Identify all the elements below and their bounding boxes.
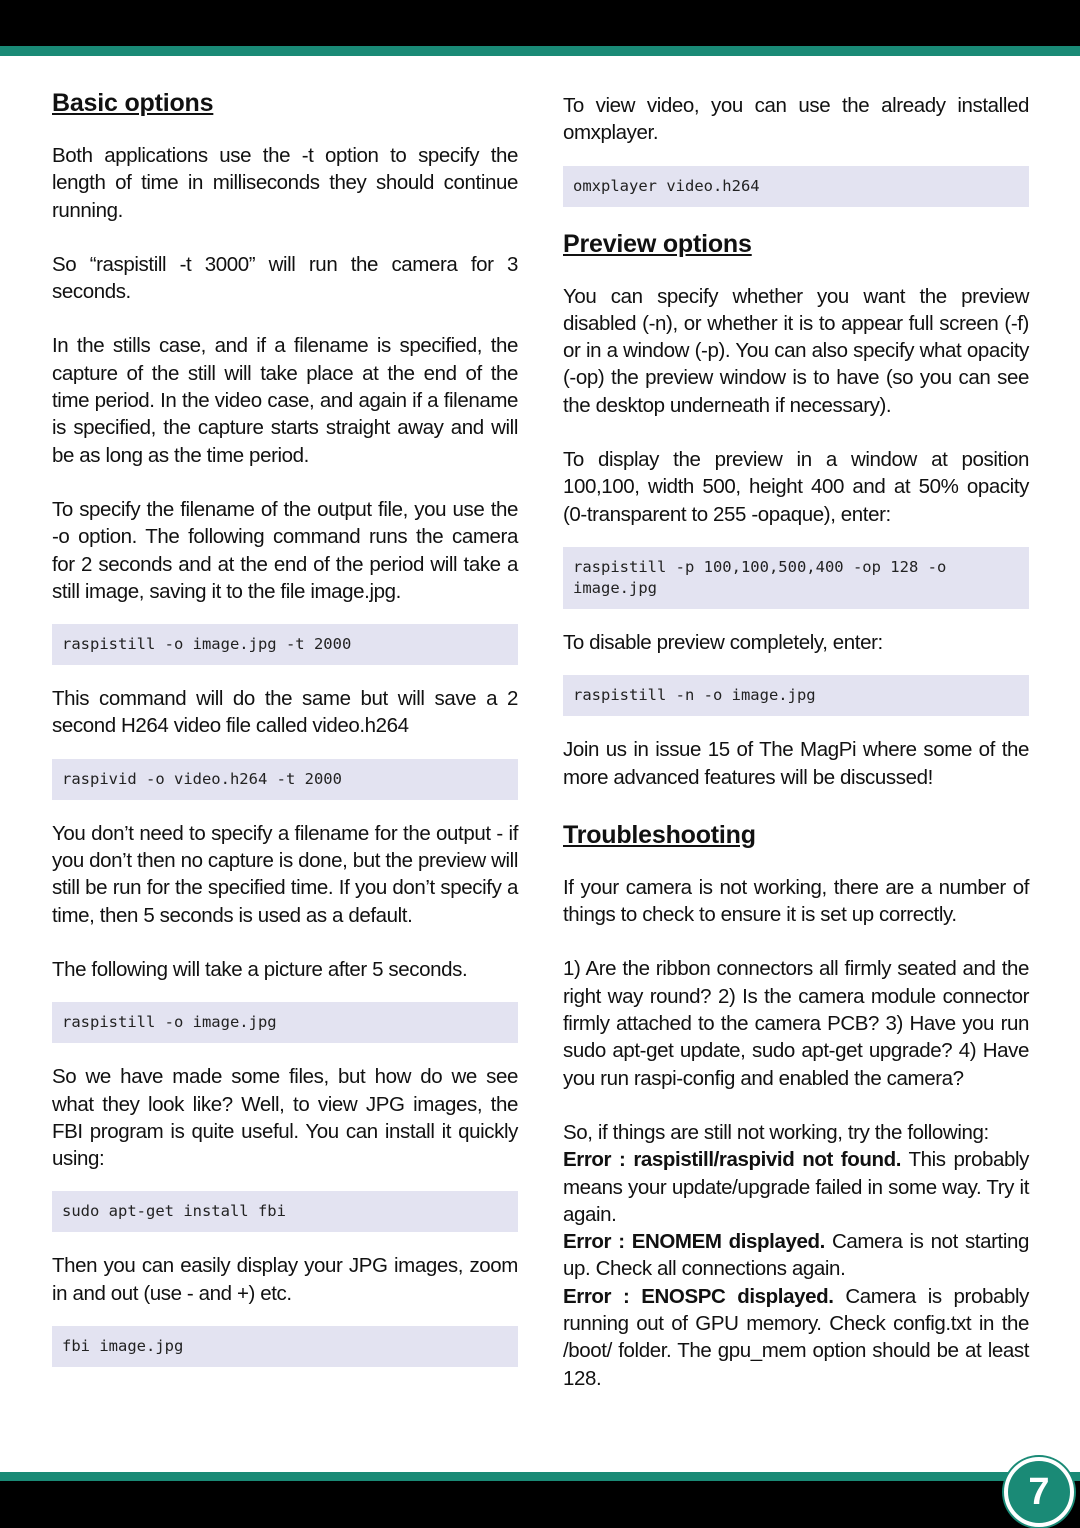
paragraph: In the stills case, and if a filename is specified, the capture of the still will take place at the end of the time period. In the video case, and again if a filename is specified, the capture starts straight away and will be as long as the time period. [52, 334, 518, 467]
code-block: omxplayer video.h264 [563, 166, 1029, 207]
top-accent-stripe [0, 46, 1080, 56]
error-label: Error : raspistill/raspivid not found. [563, 1148, 902, 1172]
error-item [563, 1228, 1029, 1283]
code-block: raspistill -o image.jpg [52, 1002, 518, 1043]
page-number-badge: 7 [1004, 1457, 1074, 1527]
error-item [563, 1283, 1029, 1392]
bottom-bar [0, 1481, 1080, 1528]
paragraph: You can specify whether you want the preview disabled (-n), or whether it is to appear full screen (-f) or in a window (-p). You can also specify what opacity (-op) the preview window is to have (so you can see the desktop underneath if necessary). [563, 284, 1029, 417]
paragraph: To disable preview completely, enter: [563, 630, 883, 654]
code-block: sudo apt-get install fbi [52, 1191, 518, 1232]
top-bar [0, 0, 1080, 46]
error-list [563, 1119, 1029, 1392]
paragraph: If your camera is not working, there are a number of things to check to ensure it is set up correctly. [563, 875, 1029, 927]
paragraph: So we have made some files, but how do we see what they look like? Well, to view JPG images, the FBI program is quite useful. You can install it quickly using: [52, 1065, 518, 1171]
right-column [563, 86, 1029, 1392]
code-block: fbi image.jpg [52, 1326, 518, 1367]
paragraph: To view video, you can use the already installed omxplayer. [563, 94, 1029, 145]
paragraph: Join us in issue 15 of The MagPi where some of the more advanced features will be discussed! [563, 738, 1029, 789]
paragraph: So, if things are still not working, try the following: [563, 1120, 989, 1144]
error-text: This probably means your update/upgrade failed in some way. Try it again. [563, 1148, 1029, 1226]
error-label: Error : ENOMEM displayed. [563, 1230, 825, 1254]
heading-troubleshooting: Troubleshooting [563, 820, 756, 849]
error-text: Camera is not starting up. Check all connections again. [563, 1230, 1029, 1281]
heading-basic-options: Basic options [52, 89, 214, 117]
paragraph: To specify the filename of the output file, you use the -o option. The following command runs the camera for 2 seconds and at the end of the period will take a still image, saving it to the file image.jpg. [52, 497, 518, 603]
paragraph: To display the preview in a window at position 100,100, width 500, height 400 and at 50% opacity (0-transparent to 255 -opaque), enter: [563, 448, 1029, 526]
code-block: raspivid -o video.h264 -t 2000 [52, 759, 518, 800]
paragraph: 1) Are the ribbon connectors all firmly seated and the right way round? 2) Is the camera module connector firmly attached to the camera PCB? 3) Have you run sudo apt-get update, sudo apt-get upgrade? 4) Have you run raspi-config and enabled the camera? [563, 957, 1029, 1090]
error-label: Error : ENOSPC displayed. [563, 1284, 834, 1308]
paragraph: Both applications use the -t option to specify the length of time in milliseconds they should continue running. [52, 144, 518, 222]
bottom-accent-stripe [0, 1472, 1080, 1481]
paragraph: You don’t need to specify a filename for the output - if you don’t then no capture is done, but the preview will still be run for the specified time. If you don’t specify a time, then 5 seconds is used as a default. [52, 821, 518, 927]
paragraph: So “raspistill -t 3000” will run the camera for 3 seconds. [52, 252, 518, 304]
heading-preview-options: Preview options [563, 229, 752, 258]
code-block: raspistill -n -o image.jpg [563, 675, 1029, 716]
paragraph: This command will do the same but will save a 2 second H264 video file called video.h264 [52, 687, 518, 738]
error-item [563, 1146, 1029, 1228]
code-block: raspistill -o image.jpg -t 2000 [52, 624, 518, 665]
error-text: Camera is probably running out of GPU memory. Check config.txt in the /boot/ folder. The gpu_mem option should be at least 128. [563, 1284, 1029, 1390]
paragraph: Then you can easily display your JPG images, zoom in and out (use - and +) etc. [52, 1254, 518, 1305]
paragraph: The following will take a picture after 5 seconds. [52, 957, 468, 981]
code-block: raspistill -p 100,100,500,400 -op 128 -o image.jpg [563, 547, 1029, 609]
left-column [52, 86, 518, 1387]
